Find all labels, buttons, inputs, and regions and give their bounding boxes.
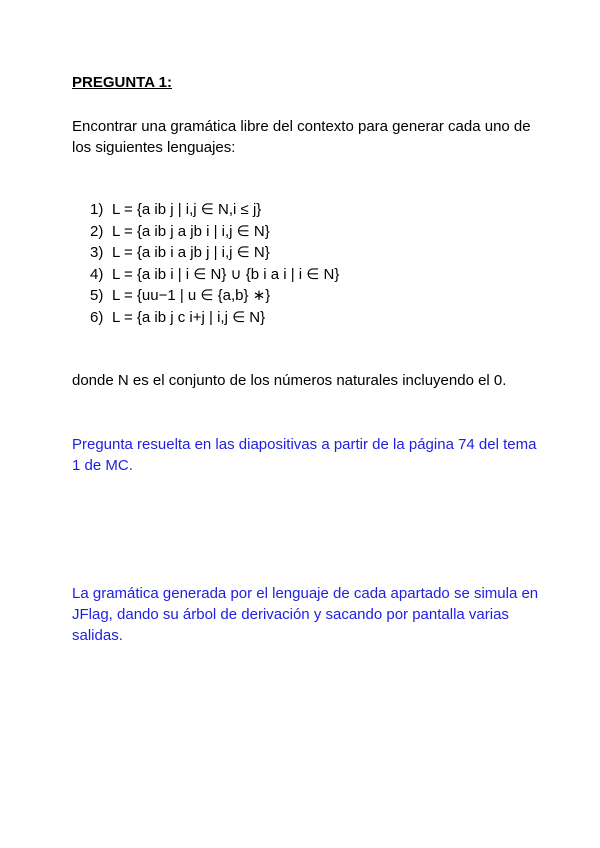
list-item (90, 221, 339, 243)
list-item-text: L = {a ib j a jb i | i,j ∈ N} (112, 222, 270, 240)
jflag-simulation-note: La gramática generada por el lenguaje de cada apartado se simula en JFlag, dando su árbol de derivación y sacando por pantalla varias salidas. (72, 585, 539, 644)
list-item-number: 6) (90, 308, 104, 326)
list-item-number: 1) (90, 201, 104, 218)
list-item (90, 242, 339, 264)
slides-reference-note: Pregunta resuelta en las diapositivas a partir de la página 74 del tema 1 de MC. (72, 436, 537, 474)
question-statement: Encontrar una gramática libre del contexto para generar cada uno de los siguientes lenguajes: (72, 118, 531, 156)
question-heading: PREGUNTA 1: (72, 74, 173, 91)
list-item (90, 199, 339, 221)
naturals-note: donde N es el conjunto de los números naturales incluyendo el 0. (72, 372, 507, 389)
list-item-text: L = {a ib j c i+j | i,j ∈ N} (112, 308, 266, 326)
language-list (90, 199, 339, 329)
list-item-text: L = {a ib j | i,j ∈ N,i ≤ j} (112, 201, 262, 218)
list-item (90, 285, 339, 307)
list-item-number: 3) (90, 244, 104, 262)
list-item-number: 2) (90, 222, 104, 240)
list-item-number: 5) (90, 287, 104, 305)
list-item (90, 307, 339, 329)
list-item-number: 4) (90, 265, 104, 283)
list-item-text: L = {uu−1 | u ∈ {a,b} ∗} (112, 287, 271, 305)
list-item (90, 264, 339, 286)
list-item-text: L = {a ib i a jb j | i,j ∈ N} (112, 244, 270, 262)
list-item-text: L = {a ib i | i ∈ N} ∪ {b i a i | i ∈ N} (112, 265, 340, 283)
